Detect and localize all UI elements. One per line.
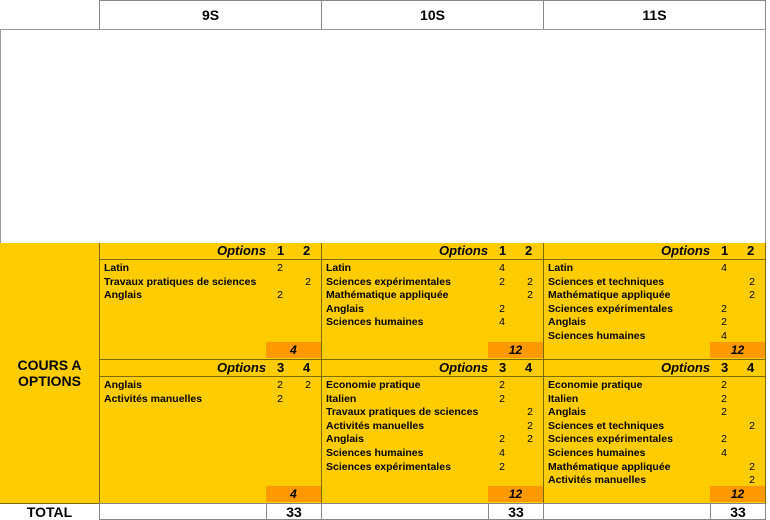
course-name: Latin bbox=[326, 262, 352, 274]
divider bbox=[322, 376, 543, 377]
column-10s-options bbox=[322, 243, 543, 503]
blank-area bbox=[0, 29, 766, 244]
option-number: 3 bbox=[277, 360, 285, 375]
course-name: Mathématique appliquée bbox=[548, 289, 671, 302]
course-row bbox=[548, 276, 763, 289]
course-hours-option-1: 2 bbox=[277, 262, 283, 274]
course-hours-option-2: 2 bbox=[749, 460, 755, 473]
course-name: Sciences expérimentales bbox=[548, 302, 673, 315]
option-number: 1 bbox=[721, 243, 729, 258]
course-row bbox=[548, 316, 763, 329]
grand-total-10s: 33 bbox=[488, 503, 544, 520]
course-name: Economie pratique bbox=[326, 379, 421, 391]
course-hours-option-1: 2 bbox=[499, 302, 505, 315]
options-total: 12 bbox=[710, 342, 765, 358]
options-header bbox=[544, 243, 765, 259]
option-number: 2 bbox=[747, 243, 755, 258]
course-name: Travaux pratiques de sciences bbox=[104, 275, 257, 288]
course-row bbox=[326, 461, 541, 474]
option-number: 3 bbox=[499, 360, 507, 375]
course-hours-option-2: 2 bbox=[527, 289, 533, 302]
options-label: Options bbox=[439, 243, 489, 258]
course-name: Mathématique appliquée bbox=[326, 289, 449, 302]
course-row bbox=[326, 433, 541, 446]
options-total: 4 bbox=[266, 486, 321, 502]
option-number: 2 bbox=[525, 243, 533, 258]
course-hours-option-2: 2 bbox=[527, 419, 533, 432]
course-hours-option-1: 4 bbox=[499, 262, 505, 274]
options-label: Options bbox=[217, 360, 267, 375]
course-row bbox=[548, 379, 763, 392]
grand-total-11s: 33 bbox=[710, 503, 766, 520]
option-number: 4 bbox=[747, 360, 755, 375]
course-row bbox=[548, 420, 763, 433]
course-hours-option-1: 2 bbox=[499, 433, 505, 446]
course-hours-option-1: 2 bbox=[721, 433, 727, 446]
course-name: Anglais bbox=[104, 289, 142, 302]
course-row bbox=[548, 433, 763, 446]
option-number: 4 bbox=[303, 360, 311, 375]
course-row bbox=[548, 262, 763, 275]
total-label: TOTAL bbox=[26, 504, 73, 520]
course-hours-option-1: 2 bbox=[721, 316, 727, 329]
total-spacer bbox=[99, 503, 267, 520]
course-name: Anglais bbox=[104, 379, 142, 391]
course-hours-option-1: 2 bbox=[721, 379, 727, 391]
course-name: Anglais bbox=[548, 316, 586, 329]
options-total: 12 bbox=[488, 486, 543, 502]
course-hours-option-1: 2 bbox=[499, 392, 505, 405]
course-row bbox=[548, 303, 763, 316]
course-name: Anglais bbox=[548, 406, 586, 419]
header-corner bbox=[0, 0, 100, 30]
course-row bbox=[326, 276, 541, 289]
options-header bbox=[322, 360, 543, 376]
course-name: Sciences et techniques bbox=[548, 419, 665, 432]
grand-total-9s: 33 bbox=[266, 503, 322, 520]
options-header bbox=[544, 360, 765, 376]
course-name: Activités manuelles bbox=[548, 474, 647, 487]
course-row bbox=[326, 289, 541, 302]
course-row bbox=[104, 276, 319, 289]
course-hours-option-2: 2 bbox=[749, 419, 755, 432]
total-spacer bbox=[543, 503, 711, 520]
course-name: Activités manuelles bbox=[104, 392, 203, 405]
course-row bbox=[326, 303, 541, 316]
course-hours-option-1: 4 bbox=[721, 330, 727, 342]
course-name: Sciences expérimentales bbox=[326, 460, 451, 473]
cours-line-2: OPTIONS bbox=[17, 373, 81, 389]
course-hours-option-1: 4 bbox=[721, 447, 727, 459]
options-label: Options bbox=[217, 243, 267, 258]
course-name: Anglais bbox=[326, 433, 364, 446]
course-hours-option-2: 2 bbox=[749, 275, 755, 288]
divider bbox=[100, 376, 321, 377]
course-row bbox=[104, 262, 319, 275]
column-9s-options bbox=[100, 243, 321, 503]
options-total: 12 bbox=[488, 342, 543, 358]
divider bbox=[322, 259, 543, 260]
column-header-10s: 10S bbox=[321, 0, 544, 30]
course-hours-option-2: 2 bbox=[749, 474, 755, 487]
course-hours-option-2: 2 bbox=[527, 433, 533, 446]
course-row bbox=[104, 393, 319, 406]
course-hours-option-1: 4 bbox=[721, 262, 727, 274]
course-row bbox=[326, 447, 541, 460]
column-11s-options bbox=[544, 243, 765, 503]
course-name: Latin bbox=[104, 262, 130, 274]
course-name: Economie pratique bbox=[548, 379, 643, 391]
course-hours-option-2: 2 bbox=[527, 275, 533, 288]
course-hours-option-2: 2 bbox=[749, 289, 755, 302]
course-hours-option-2: 2 bbox=[305, 275, 311, 288]
option-number: 4 bbox=[525, 360, 533, 375]
option-number: 3 bbox=[721, 360, 729, 375]
course-hours-option-1: 2 bbox=[721, 406, 727, 419]
course-row bbox=[326, 316, 541, 329]
course-hours-option-1: 2 bbox=[499, 379, 505, 391]
course-name: Sciences humaines bbox=[548, 447, 646, 459]
course-hours-option-2: 2 bbox=[305, 379, 311, 391]
course-row bbox=[104, 379, 319, 392]
option-number: 1 bbox=[499, 243, 507, 258]
course-row bbox=[548, 461, 763, 474]
options-header bbox=[100, 360, 321, 376]
course-row bbox=[548, 447, 763, 460]
course-row bbox=[326, 393, 541, 406]
column-header-11s: 11S bbox=[543, 0, 766, 30]
option-number: 2 bbox=[303, 243, 311, 258]
options-header bbox=[322, 243, 543, 259]
course-name: Activités manuelles bbox=[326, 419, 425, 432]
course-hours-option-1: 2 bbox=[277, 392, 283, 405]
divider bbox=[100, 259, 321, 260]
course-name: Latin bbox=[548, 262, 574, 274]
course-name: Sciences humaines bbox=[326, 447, 424, 459]
course-row bbox=[326, 262, 541, 275]
options-total: 12 bbox=[710, 486, 765, 502]
course-row bbox=[548, 406, 763, 419]
course-hours-option-1: 2 bbox=[277, 289, 283, 302]
course-hours-option-2: 2 bbox=[527, 406, 533, 419]
course-row bbox=[326, 379, 541, 392]
course-name: Sciences expérimentales bbox=[326, 275, 451, 288]
cours-a-options-label bbox=[0, 357, 99, 389]
course-name: Sciences et techniques bbox=[548, 275, 665, 288]
course-hours-option-1: 2 bbox=[277, 379, 283, 391]
course-name: Sciences expérimentales bbox=[548, 433, 673, 446]
course-hours-option-1: 2 bbox=[721, 302, 727, 315]
course-hours-option-1: 4 bbox=[499, 316, 505, 329]
options-label: Options bbox=[661, 360, 711, 375]
options-header bbox=[100, 243, 321, 259]
options-label: Options bbox=[661, 243, 711, 258]
course-row bbox=[104, 289, 319, 302]
course-row bbox=[326, 406, 541, 419]
course-name: Sciences humaines bbox=[326, 316, 424, 329]
course-name: Sciences humaines bbox=[548, 330, 646, 342]
course-name: Italien bbox=[548, 392, 579, 405]
course-row bbox=[326, 420, 541, 433]
column-header-9s: 9S bbox=[99, 0, 322, 30]
options-total: 4 bbox=[266, 342, 321, 358]
cours-line-1: COURS A bbox=[17, 357, 82, 373]
course-row bbox=[548, 289, 763, 302]
course-name: Italien bbox=[326, 392, 357, 405]
total-spacer bbox=[321, 503, 489, 520]
course-name: Anglais bbox=[326, 302, 364, 315]
course-hours-option-1: 2 bbox=[499, 460, 505, 473]
divider bbox=[544, 259, 765, 260]
course-hours-option-1: 4 bbox=[499, 447, 505, 459]
course-hours-option-1: 2 bbox=[499, 275, 505, 288]
course-row bbox=[548, 393, 763, 406]
divider bbox=[544, 376, 765, 377]
course-name: Mathématique appliquée bbox=[548, 460, 671, 473]
course-hours-option-1: 2 bbox=[721, 392, 727, 405]
divider bbox=[765, 243, 766, 504]
option-number: 1 bbox=[277, 243, 285, 258]
course-name: Travaux pratiques de sciences bbox=[326, 406, 479, 419]
options-label: Options bbox=[439, 360, 489, 375]
